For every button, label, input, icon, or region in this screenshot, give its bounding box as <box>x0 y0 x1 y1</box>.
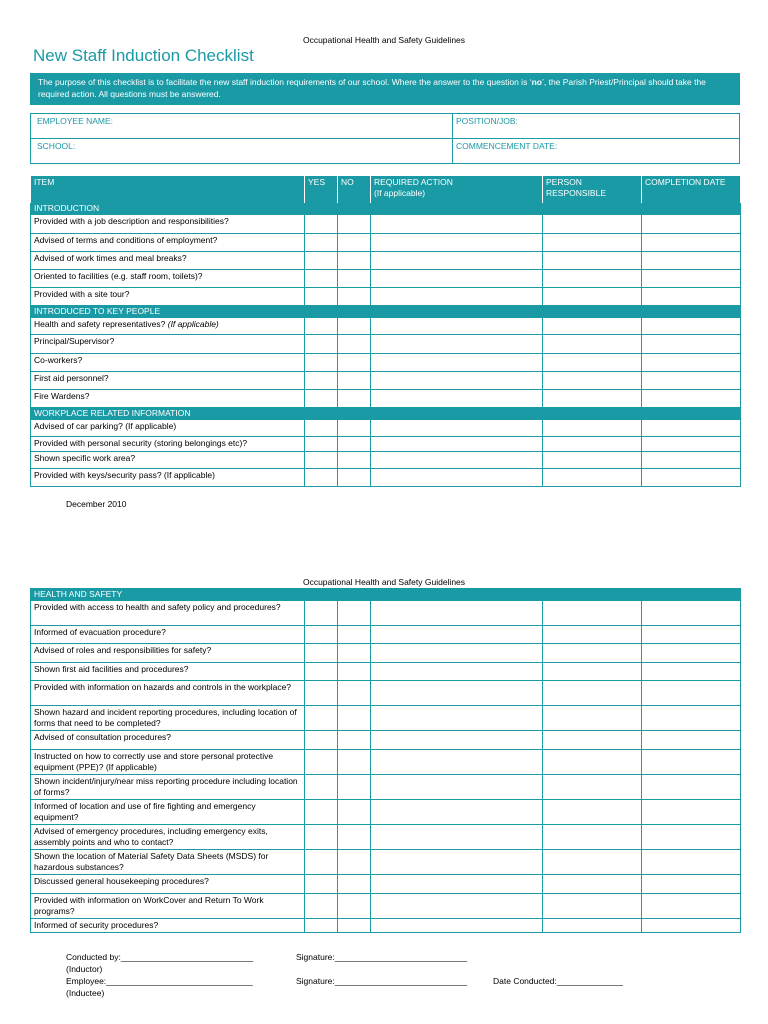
yes-cell[interactable] <box>305 233 338 251</box>
no-cell[interactable] <box>338 287 371 305</box>
person-cell[interactable] <box>543 919 642 933</box>
required-action-cell[interactable] <box>371 601 543 626</box>
person-cell[interactable] <box>543 389 642 407</box>
completion-cell[interactable] <box>642 750 741 775</box>
section-health-safety: HEALTH AND SAFETY <box>31 589 741 601</box>
table-row <box>31 626 741 644</box>
person-cell[interactable] <box>543 681 642 706</box>
item-text: Health and safety representatives? (If applicable) <box>31 317 305 334</box>
item-text: Discussed general housekeeping procedures? <box>31 875 305 894</box>
yes-cell[interactable] <box>305 775 338 800</box>
yes-cell[interactable] <box>305 317 338 334</box>
page-header: Occupational Health and Safety Guidelines <box>302 35 466 45</box>
completion-cell[interactable] <box>642 287 741 305</box>
employee-info-box <box>30 113 740 164</box>
required-action-cell[interactable] <box>371 850 543 875</box>
item-text: First aid personnel? <box>31 371 305 389</box>
required-action-cell[interactable] <box>371 251 543 269</box>
table-row <box>31 663 741 681</box>
intro-text: The purpose of this checklist is to facilitate the new staff induction requirements of our school. Where the answer to the question is ‘ <box>38 77 532 87</box>
table-row <box>31 419 741 436</box>
item-text: Instructed on how to correctly use and store personal protective equipment (PPE)? (If applicable) <box>31 750 305 775</box>
item-text: Advised of roles and responsibilities for safety? <box>31 644 305 663</box>
required-action-cell[interactable] <box>371 451 543 468</box>
inductee-label: (Inductee) <box>66 988 105 998</box>
no-cell[interactable] <box>338 419 371 436</box>
yes-cell[interactable] <box>305 644 338 663</box>
col-yes: YES <box>305 176 338 202</box>
yes-cell[interactable] <box>305 389 338 407</box>
col-no: NO <box>338 176 371 202</box>
yes-cell[interactable] <box>305 353 338 371</box>
item-text: Provided with personal security (storing belongings etc)? <box>31 436 305 451</box>
table-row <box>31 468 741 486</box>
employee-name-field[interactable]: EMPLOYEE NAME: <box>37 116 114 126</box>
yes-cell[interactable] <box>305 894 338 919</box>
completion-cell[interactable] <box>642 389 741 407</box>
yes-cell[interactable] <box>305 468 338 486</box>
item-text: Informed of location and use of fire fighting and emergency equipment? <box>31 800 305 825</box>
required-action-cell[interactable] <box>371 269 543 287</box>
item-text: Provided with a job description and responsibilities? <box>31 214 305 233</box>
no-cell[interactable] <box>338 894 371 919</box>
no-cell[interactable] <box>338 706 371 731</box>
no-cell[interactable] <box>338 269 371 287</box>
completion-cell[interactable] <box>642 800 741 825</box>
intro-banner <box>30 73 740 105</box>
table-row <box>31 317 741 334</box>
no-cell[interactable] <box>338 626 371 644</box>
intro-text-cont: ’, the Parish Priest/Principal should take the required action. All questions must be answered. <box>38 77 706 99</box>
required-action-cell[interactable] <box>371 287 543 305</box>
no-cell[interactable] <box>338 825 371 850</box>
table-row <box>31 750 741 775</box>
table-row <box>31 775 741 800</box>
item-text: Shown first aid facilities and procedures? <box>31 663 305 681</box>
completion-cell[interactable] <box>642 468 741 486</box>
yes-cell[interactable] <box>305 334 338 353</box>
completion-cell[interactable] <box>642 251 741 269</box>
required-action-cell[interactable] <box>371 706 543 731</box>
item-text: Fire Wardens? <box>31 389 305 407</box>
school-field[interactable]: SCHOOL: <box>37 141 76 151</box>
yes-cell[interactable] <box>305 731 338 750</box>
completion-cell[interactable] <box>642 269 741 287</box>
person-cell[interactable] <box>543 825 642 850</box>
table-row <box>31 894 741 919</box>
no-cell[interactable] <box>338 251 371 269</box>
required-action-cell[interactable] <box>371 334 543 353</box>
person-cell[interactable] <box>543 775 642 800</box>
yes-cell[interactable] <box>305 663 338 681</box>
required-action-cell[interactable] <box>371 894 543 919</box>
completion-cell[interactable] <box>642 875 741 894</box>
required-action-cell[interactable] <box>371 214 543 233</box>
person-cell[interactable] <box>543 334 642 353</box>
table-row <box>31 875 741 894</box>
yes-cell[interactable] <box>305 850 338 875</box>
completion-cell[interactable] <box>642 825 741 850</box>
no-cell[interactable] <box>338 389 371 407</box>
required-action-cell[interactable] <box>371 436 543 451</box>
required-action-cell[interactable] <box>371 419 543 436</box>
signature-inductee-line[interactable]: Signature:____________________________ <box>296 976 468 986</box>
footer-date: December 2010 <box>66 499 127 509</box>
yes-cell[interactable] <box>305 706 338 731</box>
item-text: Co-workers? <box>31 353 305 371</box>
no-cell[interactable] <box>338 334 371 353</box>
required-action-cell[interactable] <box>371 468 543 486</box>
no-cell[interactable] <box>338 663 371 681</box>
required-action-cell[interactable] <box>371 371 543 389</box>
item-text: Oriented to facilities (e.g. staff room, toilets)? <box>31 269 305 287</box>
item-text: Provided with information on WorkCover and Return To Work programs? <box>31 894 305 919</box>
person-cell[interactable] <box>543 269 642 287</box>
table-row <box>31 287 741 305</box>
yes-cell[interactable] <box>305 681 338 706</box>
completion-cell[interactable] <box>642 419 741 436</box>
yes-cell[interactable] <box>305 419 338 436</box>
no-cell[interactable] <box>338 214 371 233</box>
required-action-cell[interactable] <box>371 389 543 407</box>
item-text: Shown the location of Material Safety Data Sheets (MSDS) for hazardous substances? <box>31 850 305 875</box>
person-cell[interactable] <box>543 894 642 919</box>
table-row <box>31 436 741 451</box>
person-cell[interactable] <box>543 371 642 389</box>
required-action-cell[interactable] <box>371 626 543 644</box>
person-cell[interactable] <box>543 750 642 775</box>
table-row <box>31 731 741 750</box>
yes-cell[interactable] <box>305 214 338 233</box>
table-row <box>31 800 741 825</box>
person-cell[interactable] <box>543 451 642 468</box>
table-row <box>31 850 741 875</box>
person-cell[interactable] <box>543 800 642 825</box>
person-cell[interactable] <box>543 436 642 451</box>
yes-cell[interactable] <box>305 919 338 933</box>
no-cell[interactable] <box>338 775 371 800</box>
no-cell[interactable] <box>338 436 371 451</box>
item-text: Provided with information on hazards and controls in the workplace? <box>31 681 305 706</box>
item-text: Informed of evacuation procedure? <box>31 626 305 644</box>
table-row <box>31 451 741 468</box>
col-person-responsible: PERSON RESPONSIBLE <box>543 176 642 202</box>
completion-cell[interactable] <box>642 371 741 389</box>
table-row <box>31 601 741 626</box>
no-cell[interactable] <box>338 644 371 663</box>
table-row <box>31 681 741 706</box>
person-cell[interactable] <box>543 626 642 644</box>
person-cell[interactable] <box>543 644 642 663</box>
no-cell[interactable] <box>338 317 371 334</box>
signature-inductor-line[interactable]: Signature:____________________________ <box>296 952 468 962</box>
required-action-cell[interactable] <box>371 825 543 850</box>
no-cell[interactable] <box>338 233 371 251</box>
table-row <box>31 644 741 663</box>
person-cell[interactable] <box>543 233 642 251</box>
completion-cell[interactable] <box>642 214 741 233</box>
section-introduction: INTRODUCTION <box>31 202 741 214</box>
yes-cell[interactable] <box>305 875 338 894</box>
item-text: Advised of car parking? (If applicable) <box>31 419 305 436</box>
employee-line[interactable]: Employee:_______________________________ <box>66 976 253 986</box>
section-key-people: INTRODUCED TO KEY PEOPLE <box>31 305 741 317</box>
completion-cell[interactable] <box>642 626 741 644</box>
required-action-cell[interactable] <box>371 875 543 894</box>
yes-cell[interactable] <box>305 800 338 825</box>
completion-cell[interactable] <box>642 644 741 663</box>
table-row <box>31 825 741 850</box>
required-action-cell[interactable] <box>371 663 543 681</box>
completion-cell[interactable] <box>642 334 741 353</box>
commencement-date-field[interactable]: COMMENCEMENT DATE: <box>456 141 558 151</box>
yes-cell[interactable] <box>305 287 338 305</box>
item-text: Informed of security procedures? <box>31 919 305 933</box>
page2-header: Occupational Health and Safety Guidelines <box>302 577 466 587</box>
person-cell[interactable] <box>543 706 642 731</box>
no-cell[interactable] <box>338 601 371 626</box>
yes-cell[interactable] <box>305 825 338 850</box>
required-action-cell[interactable] <box>371 731 543 750</box>
completion-cell[interactable] <box>642 775 741 800</box>
no-cell[interactable] <box>338 353 371 371</box>
yes-cell[interactable] <box>305 251 338 269</box>
item-text: Advised of emergency procedures, including emergency exits, assembly points and who to contact? <box>31 825 305 850</box>
table-row <box>31 706 741 731</box>
completion-cell[interactable] <box>642 681 741 706</box>
person-cell[interactable] <box>543 875 642 894</box>
item-text: Advised of work times and meal breaks? <box>31 251 305 269</box>
person-cell[interactable] <box>543 468 642 486</box>
completion-cell[interactable] <box>642 731 741 750</box>
no-cell[interactable] <box>338 800 371 825</box>
intro-bold-no: no <box>531 77 542 87</box>
no-cell[interactable] <box>338 371 371 389</box>
required-action-cell[interactable] <box>371 317 543 334</box>
person-cell[interactable] <box>543 419 642 436</box>
table-row <box>31 269 741 287</box>
required-action-cell[interactable] <box>371 800 543 825</box>
conducted-by-line[interactable]: Conducted by:____________________________ <box>66 952 254 962</box>
required-action-cell[interactable] <box>371 919 543 933</box>
person-cell[interactable] <box>543 353 642 371</box>
table-row <box>31 214 741 233</box>
completion-cell[interactable] <box>642 919 741 933</box>
completion-cell[interactable] <box>642 601 741 626</box>
position-field[interactable]: POSITION/JOB: <box>456 116 518 126</box>
person-cell[interactable] <box>543 663 642 681</box>
required-action-cell[interactable] <box>371 681 543 706</box>
checklist-table-page2 <box>30 588 741 933</box>
required-action-cell[interactable] <box>371 750 543 775</box>
yes-cell[interactable] <box>305 750 338 775</box>
no-cell[interactable] <box>338 451 371 468</box>
table-row <box>31 251 741 269</box>
yes-cell[interactable] <box>305 601 338 626</box>
no-cell[interactable] <box>338 681 371 706</box>
required-action-cell[interactable] <box>371 644 543 663</box>
table-row <box>31 371 741 389</box>
table-row <box>31 353 741 371</box>
required-action-cell[interactable] <box>371 775 543 800</box>
date-conducted-line[interactable]: Date Conducted:______________ <box>493 976 623 986</box>
table-row <box>31 334 741 353</box>
no-cell[interactable] <box>338 875 371 894</box>
col-required-action: REQUIRED ACTION (If applicable) <box>371 176 543 202</box>
section-workplace: WORKPLACE RELATED INFORMATION <box>31 407 741 419</box>
person-cell[interactable] <box>543 731 642 750</box>
col-completion-date: COMPLETION DATE <box>642 176 741 202</box>
completion-cell[interactable] <box>642 451 741 468</box>
item-text: Provided with access to health and safety policy and procedures? <box>31 601 305 626</box>
person-cell[interactable] <box>543 601 642 626</box>
yes-cell[interactable] <box>305 451 338 468</box>
required-action-cell[interactable] <box>371 353 543 371</box>
person-cell[interactable] <box>543 850 642 875</box>
no-cell[interactable] <box>338 468 371 486</box>
yes-cell[interactable] <box>305 436 338 451</box>
no-cell[interactable] <box>338 919 371 933</box>
item-text: Shown incident/injury/near miss reporting procedure including location of forms? <box>31 775 305 800</box>
no-cell[interactable] <box>338 750 371 775</box>
item-text: Shown specific work area? <box>31 451 305 468</box>
item-text: Advised of consultation procedures? <box>31 731 305 750</box>
item-text: Principal/Supervisor? <box>31 334 305 353</box>
completion-cell[interactable] <box>642 436 741 451</box>
person-cell[interactable] <box>543 251 642 269</box>
completion-cell[interactable] <box>642 706 741 731</box>
no-cell[interactable] <box>338 850 371 875</box>
item-text: Provided with a site tour? <box>31 287 305 305</box>
page-title: New Staff Induction Checklist <box>33 46 254 65</box>
completion-cell[interactable] <box>642 233 741 251</box>
completion-cell[interactable] <box>642 894 741 919</box>
table-row <box>31 389 741 407</box>
table-row <box>31 919 741 933</box>
yes-cell[interactable] <box>305 371 338 389</box>
no-cell[interactable] <box>338 731 371 750</box>
completion-cell[interactable] <box>642 850 741 875</box>
person-cell[interactable] <box>543 214 642 233</box>
yes-cell[interactable] <box>305 626 338 644</box>
item-text: Advised of terms and conditions of employment? <box>31 233 305 251</box>
yes-cell[interactable] <box>305 269 338 287</box>
inductor-label: (Inductor) <box>66 964 103 974</box>
item-text: Provided with keys/security pass? (If applicable) <box>31 468 305 486</box>
completion-cell[interactable] <box>642 317 741 334</box>
checklist-table-page1 <box>30 176 741 487</box>
completion-cell[interactable] <box>642 353 741 371</box>
col-item: ITEM <box>31 176 305 202</box>
person-cell[interactable] <box>543 287 642 305</box>
table-row <box>31 233 741 251</box>
required-action-cell[interactable] <box>371 233 543 251</box>
item-text: Shown hazard and incident reporting procedures, including location of forms that need to be completed? <box>31 706 305 731</box>
completion-cell[interactable] <box>642 663 741 681</box>
person-cell[interactable] <box>543 317 642 334</box>
